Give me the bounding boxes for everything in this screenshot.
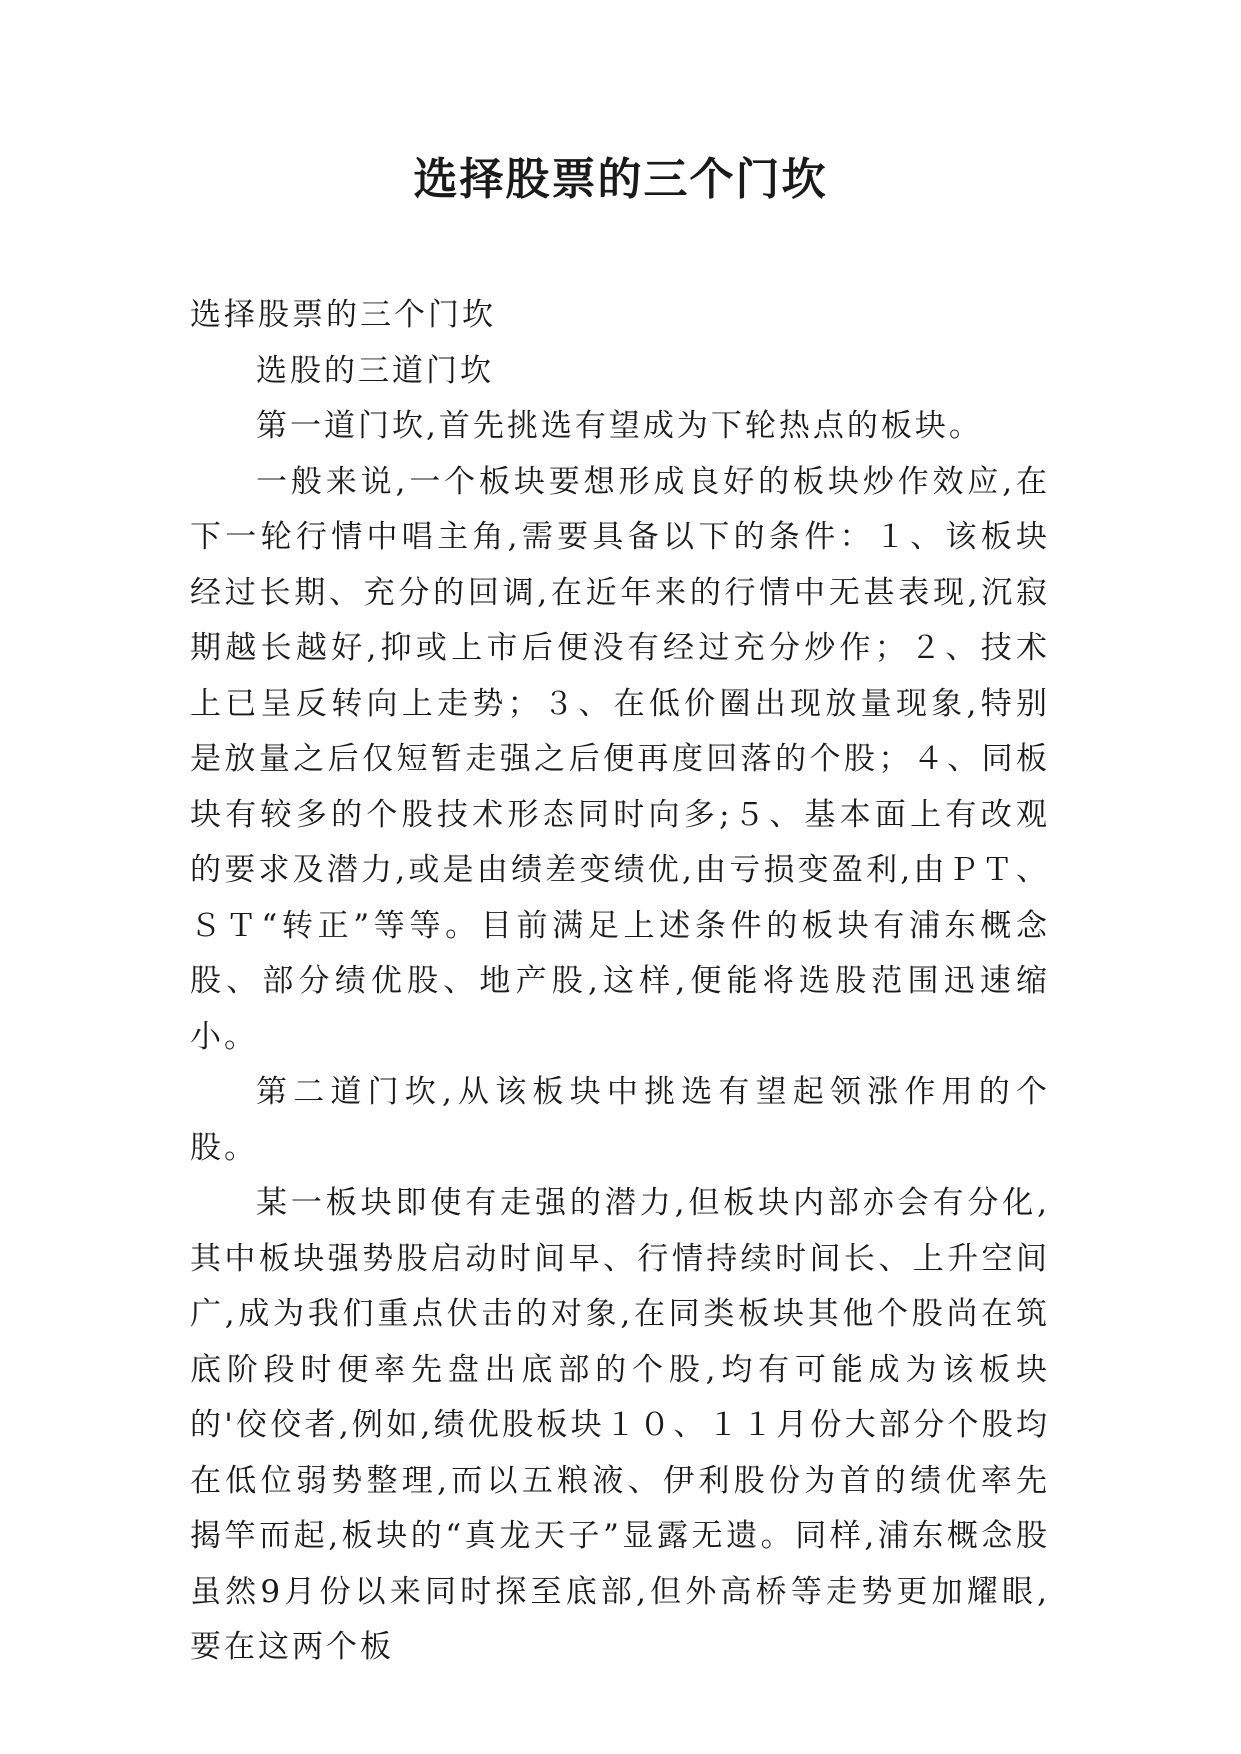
paragraph-leading-stocks: 某一板块即使有走强的潜力,但板块内部亦会有分化,其中板块强势股启动时间早、行情持续时间长、上升空间广,成为我们重点伏击的对象,在同类板块其他个股尚在筑底阶段时便率先盘出底部的个股,均有可能成为该板块的'佼佼者,例如,绩优股板块１０、１１月份大部分个股均在低位弱势整理,而以五粮液、伊利股份为首的绩优率先揭竿而起,板块的“真龙天子”显露无遗。同样,浦东概念股虽然9月份以来同时探至底部,但外高桥等走势更加耀眼,要在这两个板 <box>190 1185 1050 1665</box>
paragraph-conditions: 一般来说,一个板块要想形成良好的板块炒作效应,在下一轮行情中唱主角,需要具备以下的条件：１、该板块经过长期、充分的回调,在近年来的行情中无甚表现,沉寂期越长越好,抑或上市后便没有经过充分炒作；２、技术上已呈反转向上走势；３、在低价圈出现放量现象,特别是放量之后仅短暂走强之后便再度回落的个股；４、同板块有较多的个股技术形态同时向多;５、基本面上有改观的要求及潜力,或是由绩差变绩优,由亏损变盈利,由ＰＴ、ＳＴ“转正”等等。目前满足上述条件的板块有浦东概念股、部分绩优股、地产股,这样,便能将选股范围迅速缩小。 <box>190 463 1050 1055</box>
document-title: 选择股票的三个门坎 <box>413 154 828 205</box>
paragraph-subtitle: 选股的三道门坎 <box>256 352 494 389</box>
paragraph-first-threshold: 第一道门坎,首先挑选有望成为下轮热点的板块。 <box>256 408 983 444</box>
paragraph-second-threshold: 第二道门坎,从该板块中挑选有望起领涨作用的个股。 <box>190 1074 1050 1166</box>
paragraph-heading: 选择股票的三个门坎 <box>190 297 496 333</box>
document-body <box>190 288 1050 1676</box>
